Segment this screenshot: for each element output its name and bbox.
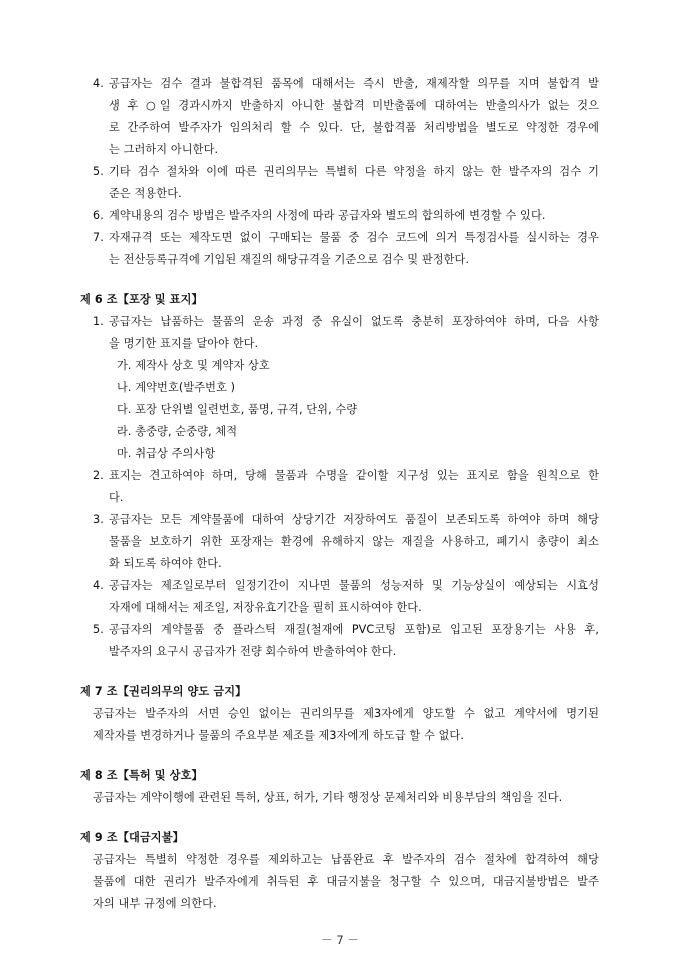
- paragraph-line: 공급자는 제조일로부터 일정기간이 지나면 물품의 성능저하 및 기능상실이 예상되는 시효성: [109, 579, 599, 592]
- paragraph-line: 공급자는 검수 결과 불합격된 품목에 대해서는 즉시 반출, 재제작할 의무를 지며 불합격 발: [109, 77, 599, 90]
- paragraph-line: 공급자는 발주자의 서면 승인 없이는 권리의무를 제3자에게 양도할 수 없고 계약서에 명기된: [93, 707, 599, 720]
- paragraph-line: 공급자의 계약물품 중 플라스틱 재질(철재에 PVC코팅 포함)로 입고된 포장용기는 사용 후,: [109, 623, 599, 636]
- item-number: 6.: [93, 209, 104, 222]
- sub-item: 마. 취급상 주의사항: [117, 447, 216, 460]
- paragraph-line: 물품을 보호하기 위한 포장재는 환경에 유해하지 않는 재질을 사용하고, 폐기시 총량이 최소: [109, 535, 599, 548]
- section-6-heading: 제 6 조【포장 및 표지】: [80, 293, 203, 306]
- item-number: 3.: [93, 513, 104, 526]
- paragraph-line: 계약내용의 검수 방법은 발주자의 사정에 따라 공급자와 별도의 합의하에 변경할 수 있다.: [109, 209, 546, 222]
- item-number: 4.: [93, 579, 104, 592]
- paragraph-line: 는 전산등록규격에 기입된 재질의 해당규격을 기준으로 검수 및 판정한다.: [109, 253, 470, 266]
- paragraph-line: 다.: [109, 491, 124, 504]
- section-8-heading: 제 8 조【특허 및 상호】: [80, 769, 203, 782]
- paragraph-line: 자의 내부 규정에 의한다.: [93, 897, 217, 910]
- sub-item: 가. 제작사 상호 및 계약자 상호: [117, 359, 270, 372]
- paragraph-line: 생 후 ○일 경과시까지 반출하지 아니한 불합격 미반출품에 대하여는 반출의사가 없는 것으: [109, 99, 599, 112]
- paragraph-line: 제작자를 변경하거나 물품의 주요부분 제조를 제3자에게 하도급 할 수 없다.: [93, 729, 464, 742]
- paragraph-line: 화 되도록 하여야 한다.: [109, 557, 222, 570]
- paragraph-line: 공급자는 납품하는 물품의 운송 과정 중 유실이 없도록 충분히 포장하여야 하며, 다음 사항: [109, 315, 599, 328]
- paragraph-line: 자재에 대해서는 제조일, 저장유효기간을 필히 표시하여야 한다.: [109, 601, 422, 614]
- item-number: 5.: [93, 623, 104, 636]
- section-7-heading: 제 7 조【권리의무의 양도 금지】: [80, 685, 247, 698]
- item-number: 4.: [93, 77, 104, 90]
- sub-item: 다. 포장 단위별 일련번호, 품명, 규격, 단위, 수량: [117, 403, 358, 416]
- section-9-heading: 제 9 조【대금지불】: [80, 831, 184, 844]
- paragraph-line: 준은 적용한다.: [109, 187, 182, 200]
- item-number: 7.: [93, 231, 104, 244]
- page-number: － 7 －: [321, 933, 359, 947]
- paragraph-line: 공급자는 모든 계약물품에 대하여 상당기간 저장하여도 품질이 보존되도록 하여야 하며 해당: [109, 513, 599, 526]
- paragraph-line: 공급자는 계약이행에 관련된 특허, 상표, 허가, 기타 행정상 문제처리와 비용부담의 책임을 진다.: [93, 791, 563, 804]
- paragraph-line: 는 그러하지 아니한다.: [109, 143, 219, 156]
- paragraph-line: 표지는 견고하여야 하며, 당해 물품과 수명을 같이할 지구성 있는 표지로 함을 원칙으로 한: [109, 469, 599, 482]
- paragraph-line: 물품에 대한 권리가 발주자에게 취득된 후 대금지불을 청구할 수 있으며, 대금지불방법은 발주: [93, 875, 599, 888]
- item-number: 2.: [93, 469, 104, 482]
- item-number: 1.: [93, 315, 104, 328]
- sub-item: 나. 계약번호(발주번호 ): [117, 381, 236, 394]
- paragraph-line: 발주자의 요구시 공급자가 전량 회수하여 반출하여야 한다.: [109, 645, 397, 658]
- paragraph-line: 기타 검수 절차와 이에 따른 권리의무는 특별히 다른 약정을 하지 않는 한 발주자의 검수 기: [109, 165, 599, 178]
- paragraph-line: 로 간주하여 발주자가 임의처리 할 수 있다. 단, 불합격품 처리방법을 별도로 약정한 경우에: [109, 121, 599, 134]
- sub-item: 라. 총중량, 순중량, 체적: [117, 425, 238, 438]
- paragraph-line: 공급자는 특별히 약정한 경우를 제외하고는 납품완료 후 발주자의 검수 절차에 합격하여 해당: [93, 853, 599, 866]
- item-number: 5.: [93, 165, 104, 178]
- paragraph-line: 을 명기한 표지를 달아야 한다.: [109, 337, 259, 350]
- paragraph-line: 자재규격 또는 제작도면 없이 구매되는 물품 중 검수 코드에 의거 특정검사를 실시하는 경우: [109, 231, 599, 244]
